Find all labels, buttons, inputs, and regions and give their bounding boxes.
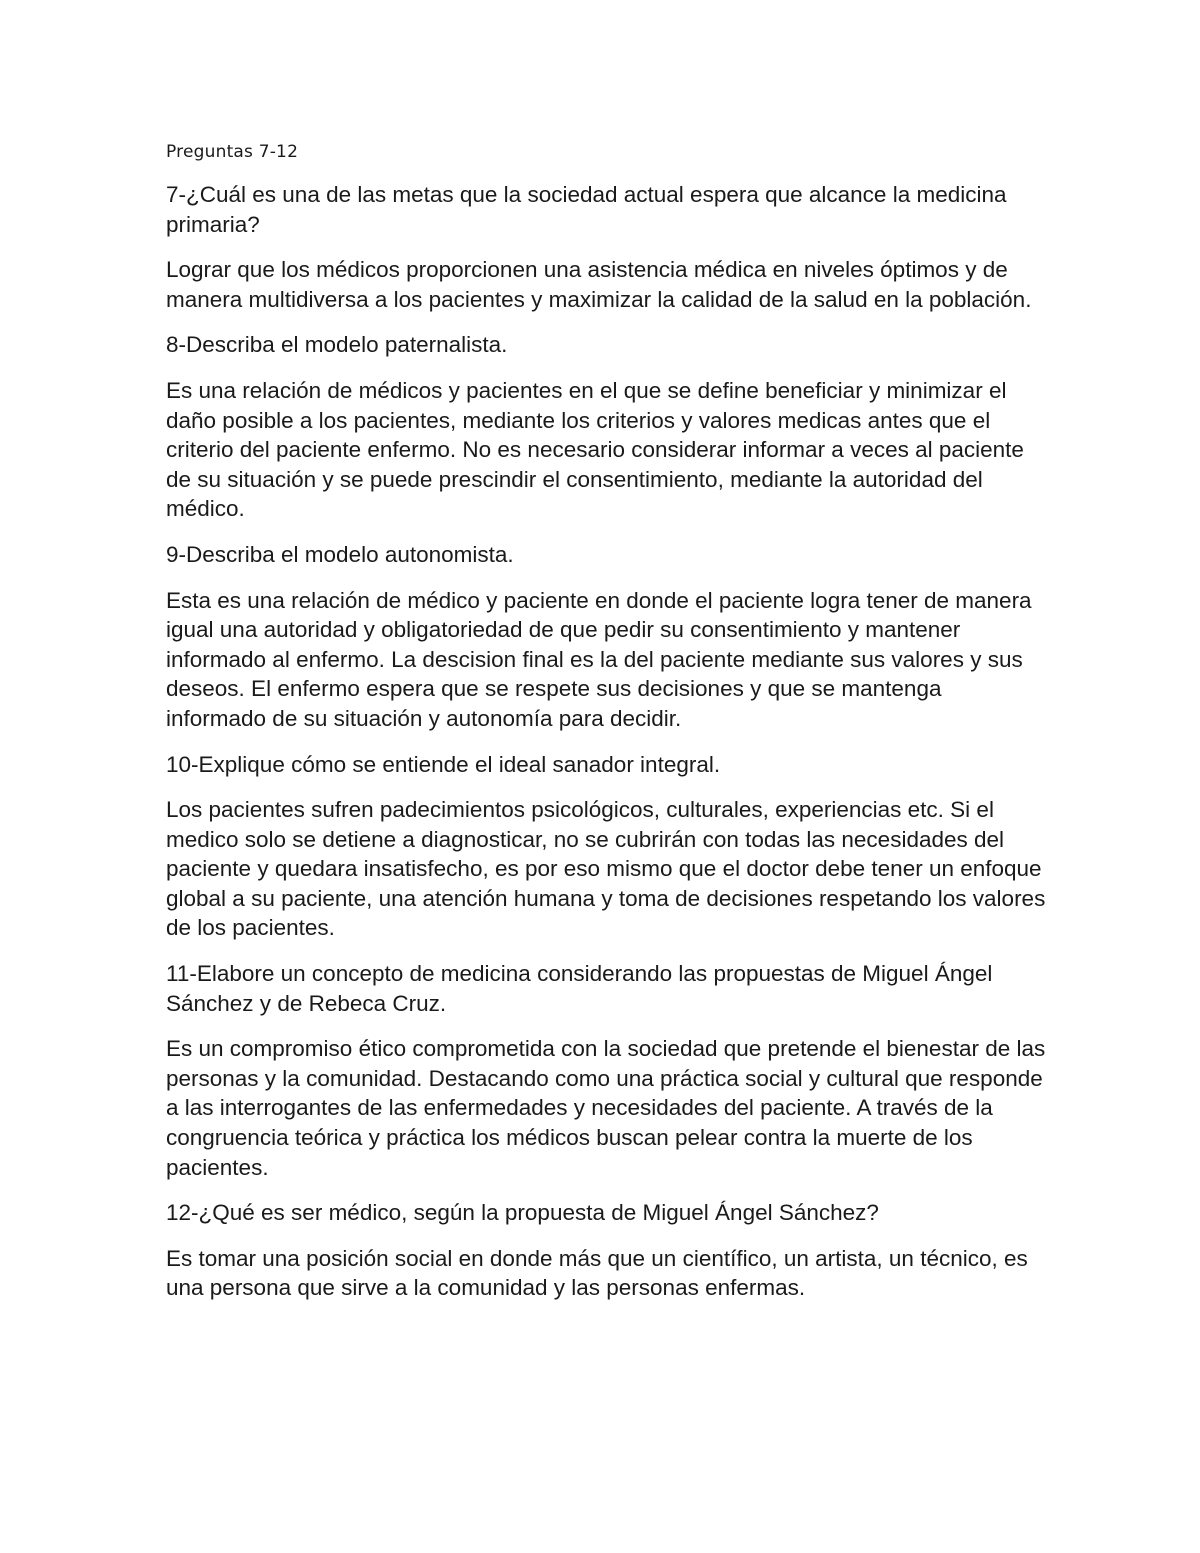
answer-11: Es un compromiso ético comprometida con la sociedad que pretende el bienestar de las personas y la comunidad. Destacando como una práctica social y cultural que responde a las interrogantes de las enfermedades y necesidades del paciente. A través de la congruencia teórica y práctica los médicos buscan pelear contra la muerte de los pacientes. [166, 1036, 1046, 1180]
answer-10: Los pacientes sufren padecimientos psicológicos, culturales, experiencias etc. Si el medico solo se detiene a diagnosticar, no se cubrirán con todas las necesidades del paciente y quedara insatisfecho, es por eso mismo que el doctor debe tener un enfoque global a su paciente, una atención humana y toma de decisiones respetando los valores de los pacientes. [166, 797, 1046, 941]
answer-12: Es tomar una posición social en donde más que un científico, un artista, un técnico, es una persona que sirve a la comunidad y las personas enfermas. [166, 1245, 1028, 1301]
question-10: 10-Explique cómo se entiende el ideal sanador integral. [166, 751, 721, 777]
answer-8: Es una relación de médicos y pacientes en el que se define beneficiar y minimizar el daño posible a los pacientes, mediante los criterios y valores medicas antes que el criterio del paciente enfermo. No es necesario considerar informar a veces al paciente de su situación y se puede prescindir el consentimiento, mediante la autoridad del médico. [166, 377, 1024, 522]
answer-9: Esta es una relación de médico y paciente en donde el paciente logra tener de manera igual una autoridad y obligatoriedad de que pedir su consentimiento y mantener informado al enfermo. La descision final es la del paciente mediante sus valores y sus deseos. El enfermo espera que se respete sus decisiones y que se mantenga informado de su situación y autonomía para decidir. [166, 587, 1032, 731]
document-page [166, 140, 1046, 1319]
question-12: 12-¿Qué es ser médico, según la propuesta de Miguel Ángel Sánchez? [166, 1200, 879, 1226]
question-9: 9-Describa el modelo autonomista. [166, 541, 514, 567]
question-7: 7-¿Cuál es una de las metas que la sociedad actual espera que alcance la medicina primaria? [166, 182, 1007, 237]
document-title: Preguntas 7-12 [166, 142, 299, 162]
question-8: 8-Describa el modelo paternalista. [166, 332, 508, 358]
question-11: 11-Elabore un concepto de medicina considerando las propuestas de Miguel Ángel Sánchez y de Rebeca Cruz. [166, 961, 993, 1016]
answer-7: Lograr que los médicos proporcionen una asistencia médica en niveles óptimos y de manera multidiversa a los pacientes y maximizar la calidad de la salud en la población. [166, 257, 1032, 312]
